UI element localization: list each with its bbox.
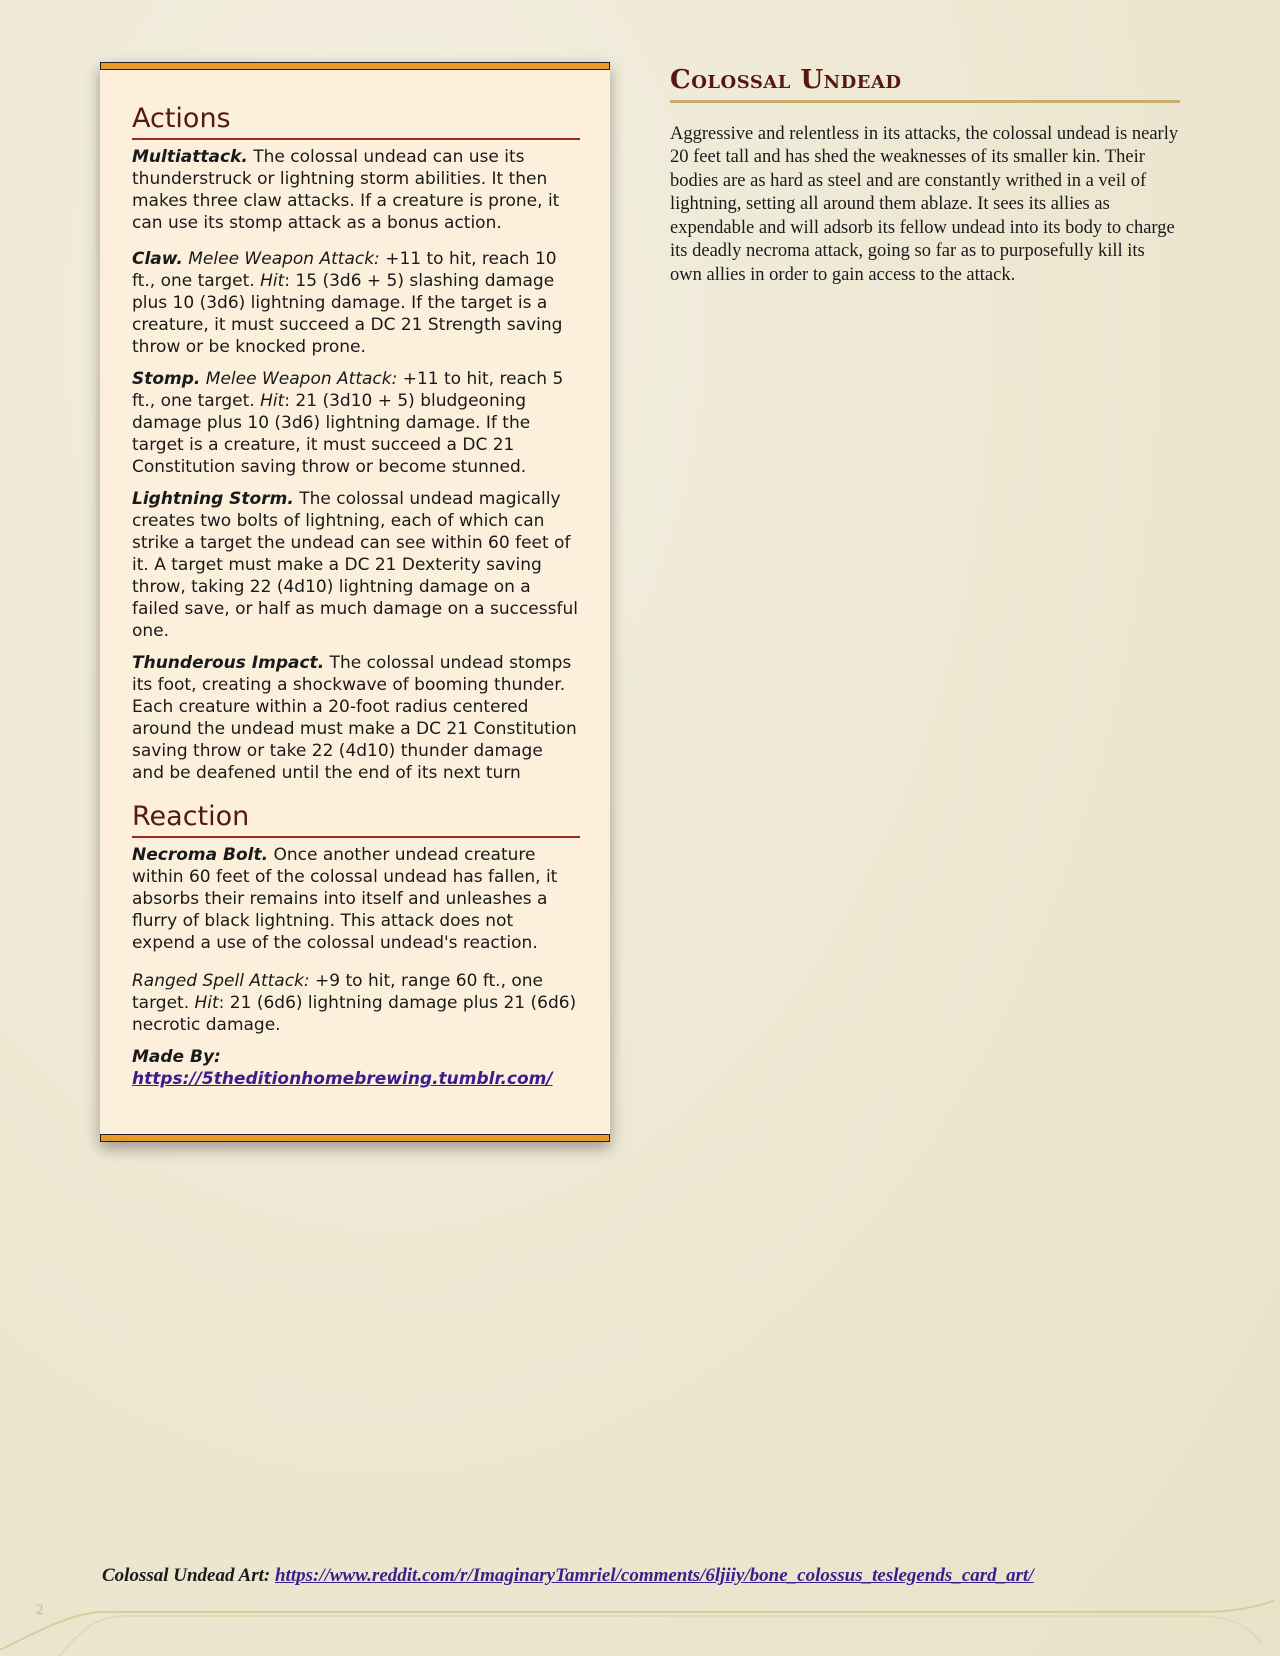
art-credit (102, 1565, 1222, 1587)
actions-heading: Actions (132, 102, 580, 140)
stat-block-content (132, 102, 580, 1090)
made-by-label: Made By: (132, 1047, 221, 1067)
action-claw: Claw. Melee Weapon Attack: +11 to hit, reach 10 ft., one target. Hit: 15 (3d6 + 5) slashing damage plus 10 (3d6) lightning damage. If the target is a creature, it must succeed a DC 21 Strength saving throw or be knocked prone. (132, 249, 563, 357)
article-body: Aggressive and relentless in its attacks, the colossal undead is nearly 20 feet tall and has shed the weaknesses of its smaller kin. Their bodies are as hard as steel and are constantly writhed in a veil of lightning, setting all around them ablaze. It sees its allies as expendable and will adsorb its fellow undead into its body to charge its deadly necroma attack, going so far as to purposefully kill its own allies in order to gain access to the attack. (670, 123, 1179, 285)
art-credit-label: Colossal Undead Art: (102, 1565, 271, 1586)
stat-block-bottom-bar (100, 1134, 610, 1142)
article-title: Colossal Undead (670, 62, 1180, 103)
action-multiattack: Multiattack. The colossal undead can use its thunderstruck or lightning storm abilities. It then makes three claw attacks. If a creature is prone, it can use its stomp attack as a bonus action. (132, 147, 560, 233)
reaction-necroma-bolt: Necroma Bolt. Once another undead creature within 60 feet of the colossal undead has fallen, it absorbs their remains into itself and unleashes a flurry of black lightning. This attack does not expend a use of the colossal undead's reaction. (132, 845, 558, 953)
reaction-heading: Reaction (132, 800, 580, 838)
page-number: 2 (36, 1602, 44, 1618)
action-stomp: Stomp. Melee Weapon Attack: +11 to hit, reach 5 ft., one target. Hit: 21 (3d10 + 5) bludgeoning damage plus 10 (3d6) lightning damage. If the target is a creature, it must succeed a DC 21 Constitution saving throw or become stunned. (132, 369, 564, 477)
action-thunderous-impact: Thunderous Impact. The colossal undead stomps its foot, creating a shockwave of booming thunder. Each creature within a 20-foot radius centered around the undead must make a DC 21 Constitution saving throw or take 22 (4d10) thunder damage and be deafened until the end of its next turn (132, 653, 577, 783)
art-credit-link[interactable]: https://www.reddit.com/r/ImaginaryTamriel/comments/6ljiiy/bone_colossus_teslegends_card_art/ (274, 1565, 1034, 1586)
action-lightning-storm: Lightning Storm. The colossal undead magically creates two bolts of lightning, each of which can strike a target the undead can see within 60 feet of it. A target must make a DC 21 Dexterity saving throw, taking 22 (4d10) lightning damage on a failed save, or half as much damage on a successful one. (132, 489, 578, 641)
made-by-link[interactable]: https://5theditionhomebrewing.tumblr.com/ (132, 1069, 553, 1089)
ranged-spell-attack: Ranged Spell Attack: +9 to hit, range 60 ft., one target. Hit: 21 (6d6) lightning damage plus 21 (6d6) necrotic damage. (132, 971, 577, 1035)
footer-decoration (0, 1600, 1280, 1656)
stat-block-top-bar (100, 62, 610, 70)
stat-block (100, 62, 610, 1142)
